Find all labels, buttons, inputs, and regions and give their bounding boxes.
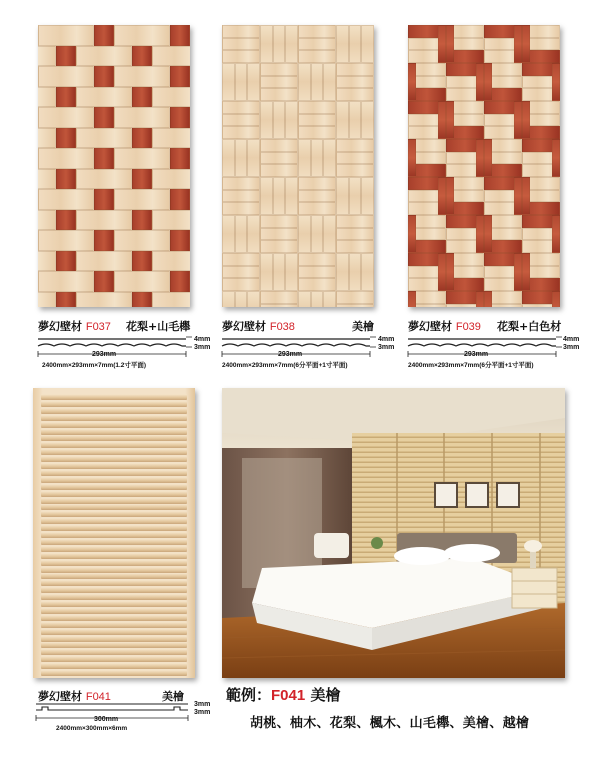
wood-tile [552,139,560,177]
wood-tile [476,215,484,253]
wood-tile [152,169,190,190]
louver-slat [41,422,187,428]
louver-slat [41,615,187,621]
louver-slat [41,642,187,648]
wood-tile [222,291,235,307]
wood-tile [222,190,260,203]
wood-tile [336,76,374,89]
wood-tile [222,126,260,139]
wood-tile [260,240,298,253]
wood-name-f041: 美檜 [162,690,184,703]
louver-slat [41,498,187,504]
wood-tile [38,107,94,128]
wood-name-f038: 美檜 [352,320,374,333]
wood-tile [235,63,248,101]
louver-slat [41,553,187,559]
louver-slat [41,401,187,407]
wood-tile [438,177,446,215]
louver-slat [41,573,187,579]
wood-tile [273,101,286,139]
wood-tile [484,63,492,101]
wood-tile [336,88,374,101]
product-label-f041: 夢幻壁材 F041 [38,690,111,703]
wood-tile [56,210,76,231]
wood-tile [222,101,260,114]
wood-tile [349,253,362,291]
wood-tile [38,230,94,251]
wood-tile [446,253,454,291]
wood-tile [408,215,416,253]
wood-tile [298,38,336,51]
wood-tile [170,25,190,46]
wood-tile [446,177,454,215]
wood-tile [285,25,298,63]
wood-tile [38,128,56,149]
wood-tile [522,177,530,215]
wood-tile [336,304,374,307]
wood-tile [152,210,190,231]
louver-slat [41,546,187,552]
wood-tile [170,148,190,169]
spec-f037: 2400mm×293mm×7mm(1.2寸平面) [42,362,147,369]
wood-tile [336,164,374,177]
wood-tile [56,251,76,272]
louver-slat [41,580,187,586]
wood-tile [298,101,336,114]
wood-tile [298,278,336,291]
wood-tile [336,101,349,139]
wood-tile [170,66,190,87]
louver-slat [41,649,187,655]
wood-tile [323,291,336,307]
wood-tile [438,25,446,63]
louver-slat [41,470,187,476]
wood-tile [260,228,298,241]
wood-tile [114,25,170,46]
wood-tile [514,177,522,215]
louver-slat [41,594,187,600]
wood-tile [56,292,76,308]
panel-f038-image [222,25,374,307]
wood-tile [514,25,522,63]
wood-tile [336,253,349,291]
wood-tile [38,66,94,87]
louver-slat [41,663,187,669]
wood-tile [484,215,492,253]
panel-f037-image [38,25,190,307]
wood-tile [76,169,132,190]
wood-tile [76,46,132,67]
wood-tile [94,148,114,169]
wood-tile [170,230,190,251]
wood-tile [94,107,114,128]
louver-slat [41,394,187,400]
product-label-f038: 夢幻壁材 F038 [222,320,295,333]
wood-tile [484,291,492,307]
wood-tile [222,278,260,291]
wood-tile [132,128,152,149]
louver-slat [41,456,187,462]
wood-tile [38,292,56,308]
product-label-f039: 夢幻壁材 F039 [408,320,481,333]
louver-slat [41,442,187,448]
wood-tile [38,210,56,231]
louver-slat [41,670,187,676]
louver-slat [41,601,187,607]
wood-tile [222,25,260,38]
wood-tile [349,177,362,215]
wood-tile [361,25,374,63]
louver-slat [41,587,187,593]
wood-tile [323,63,336,101]
wood-tile [114,271,170,292]
wood-tile [311,63,324,101]
wood-tile [522,25,530,63]
wood-tile [76,87,132,108]
wood-tile [132,251,152,272]
wood-tile [552,291,560,307]
wood-tile [298,190,336,203]
louver-slat [41,429,187,435]
wood-tile [38,169,56,190]
wood-tile [222,266,260,279]
wood-tile [336,139,374,152]
wood-name-f037: 花梨+山毛櫸 [126,320,191,333]
wood-tile [514,253,522,291]
louver-slat [41,408,187,414]
wood-tile [38,251,56,272]
wood-tile [260,304,298,307]
wood-tile [247,291,260,307]
wood-tile [152,87,190,108]
wood-tile [311,291,324,307]
panel-f041-image [33,388,195,678]
wood-tile [336,152,374,165]
wood-tile [38,271,94,292]
spec-f039: 2400mm×293mm×7mm(6分平面+1寸平面) [408,362,534,369]
wood-tile [132,169,152,190]
wood-tile [298,291,311,307]
wood-tile [311,215,324,253]
wood-tile [247,215,260,253]
wood-tile [260,139,298,152]
wood-tile [361,101,374,139]
louver-slat [41,491,187,497]
product-label-f037: 夢幻壁材 F037 [38,320,111,333]
wood-tile [336,291,374,304]
wood-tile [56,169,76,190]
louver-slat [41,608,187,614]
wood-tile [361,253,374,291]
wood-tile [260,63,298,76]
wood-tile [94,66,114,87]
wood-tile [222,139,235,177]
wood-tile [476,139,484,177]
wood-tile [260,88,298,101]
width-dim-f037: 293mm [92,351,117,358]
louver-slat [41,449,187,455]
louver-slat [41,539,187,545]
wood-tile [76,251,132,272]
wood-tile [285,177,298,215]
wood-tile [152,128,190,149]
panel-f039-image [408,25,560,307]
wood-tile [114,66,170,87]
wood-tile [94,271,114,292]
wood-tile [522,253,530,291]
wood-tile [114,148,170,169]
wood-tile [336,240,374,253]
wood-tile [222,177,260,190]
wood-tile [298,25,336,38]
wood-tile [260,215,298,228]
wood-tile [552,63,560,101]
spec-f038: 2400mm×293mm×7mm(6分平面+1寸平面) [222,362,348,369]
wood-tile [408,291,416,307]
wood-tile [336,63,374,76]
wood-tile [349,101,362,139]
louver-slat [41,415,187,421]
wood-tile [298,126,336,139]
wood-tile [38,87,56,108]
wood-tile [438,253,446,291]
width-dim-f038: 293mm [278,351,303,358]
wood-tile [298,253,336,266]
wood-tile [170,107,190,128]
wood-tile [152,251,190,272]
wood-tile [38,46,56,67]
wood-tile [76,128,132,149]
width-dim-f041: 300mm [94,716,119,723]
wood-tile [408,63,416,101]
wood-tile [285,101,298,139]
wood-tile [273,25,286,63]
wood-tile [476,63,484,101]
louver-slat [41,518,187,524]
louver-slat [41,629,187,635]
louver-slat [41,622,187,628]
spec-f041: 2400mm×300mm×6mm [56,725,128,732]
wood-tile [132,292,152,308]
wood-tile [336,177,349,215]
wood-tile [260,291,298,304]
louver-slat [41,511,187,517]
wood-tile [94,189,114,210]
example-code: F041 [271,687,306,704]
wood-tile [285,253,298,291]
wood-tile [132,210,152,231]
wood-tile [114,230,170,251]
wood-tile [298,266,336,279]
wood-tile [76,292,132,308]
wood-tile [336,215,374,228]
wood-tile [298,202,336,215]
wood-tile [522,101,530,139]
wood-tile [222,114,260,127]
thickness-f037: 4mm 3mm [194,336,211,351]
wood-tile [132,87,152,108]
wood-tile [273,253,286,291]
wood-tile [56,87,76,108]
wood-tile [56,128,76,149]
wood-tile [222,38,260,51]
wood-tile [514,101,522,139]
wood-tile [298,63,311,101]
wood-tile [552,215,560,253]
wood-tile [260,152,298,165]
wood-tile [222,50,260,63]
wood-tile [273,177,286,215]
louver-slat [41,504,187,510]
wood-tile [260,76,298,89]
thickness-f039: 4mm 3mm [563,336,580,351]
wood-tile [298,50,336,63]
wood-tile [170,271,190,292]
wood-tile [114,107,170,128]
wood-tile [260,164,298,177]
louver-slat [41,636,187,642]
wood-tile [247,139,260,177]
wood-name-f039: 花梨+白色材 [497,320,562,333]
available-woods-list: 胡桃、柚木、花梨、楓木、山毛櫸、美檜、越檜 [250,716,530,731]
louver-slat [41,532,187,538]
louver-slat [41,477,187,483]
wood-tile [484,139,492,177]
wood-tile [235,291,248,307]
wood-tile [323,215,336,253]
wood-tile [476,291,484,307]
example-caption: 範例：F041 美檜 [226,686,341,704]
wood-tile [298,215,311,253]
wood-tile [298,114,336,127]
thickness-f038: 4mm 3mm [378,336,395,351]
louver-slat [41,567,187,573]
wood-tile [446,25,454,63]
wood-tile [38,189,94,210]
wood-tile [361,177,374,215]
wood-tile [349,25,362,63]
wood-tile [336,228,374,241]
wood-tile [260,101,273,139]
wood-tile [132,46,152,67]
wood-tile [114,189,170,210]
wood-tile [94,25,114,46]
wood-tile [298,177,336,190]
wood-tile [247,63,260,101]
wood-tile [260,253,273,291]
wood-tile [76,210,132,231]
wood-tile [56,46,76,67]
wood-tile [38,25,94,46]
bedroom-example-photo [222,388,565,678]
wood-tile [38,148,94,169]
wood-tile [94,230,114,251]
wood-tile [222,215,235,253]
wood-tile [222,202,260,215]
louver-slat [41,435,187,441]
wood-tile [152,46,190,67]
louver-slat [41,656,187,662]
wood-tile [152,292,190,308]
wood-tile [323,139,336,177]
wood-tile [408,139,416,177]
thickness-f041: 3mm 3mm [194,701,211,716]
wood-tile [260,177,273,215]
wood-tile [222,253,260,266]
wood-tile [260,25,273,63]
wood-tile [298,139,311,177]
wood-tile [170,189,190,210]
wood-tile [336,25,349,63]
wood-tile [311,139,324,177]
wood-tile [235,215,248,253]
width-dim-f039: 293mm [464,351,489,358]
wood-tile [222,63,235,101]
louver-slat [41,484,187,490]
louver-slat [41,525,187,531]
wood-tile [235,139,248,177]
wood-tile [446,101,454,139]
louver-slat [41,560,187,566]
wood-tile [438,101,446,139]
louver-slat [41,463,187,469]
